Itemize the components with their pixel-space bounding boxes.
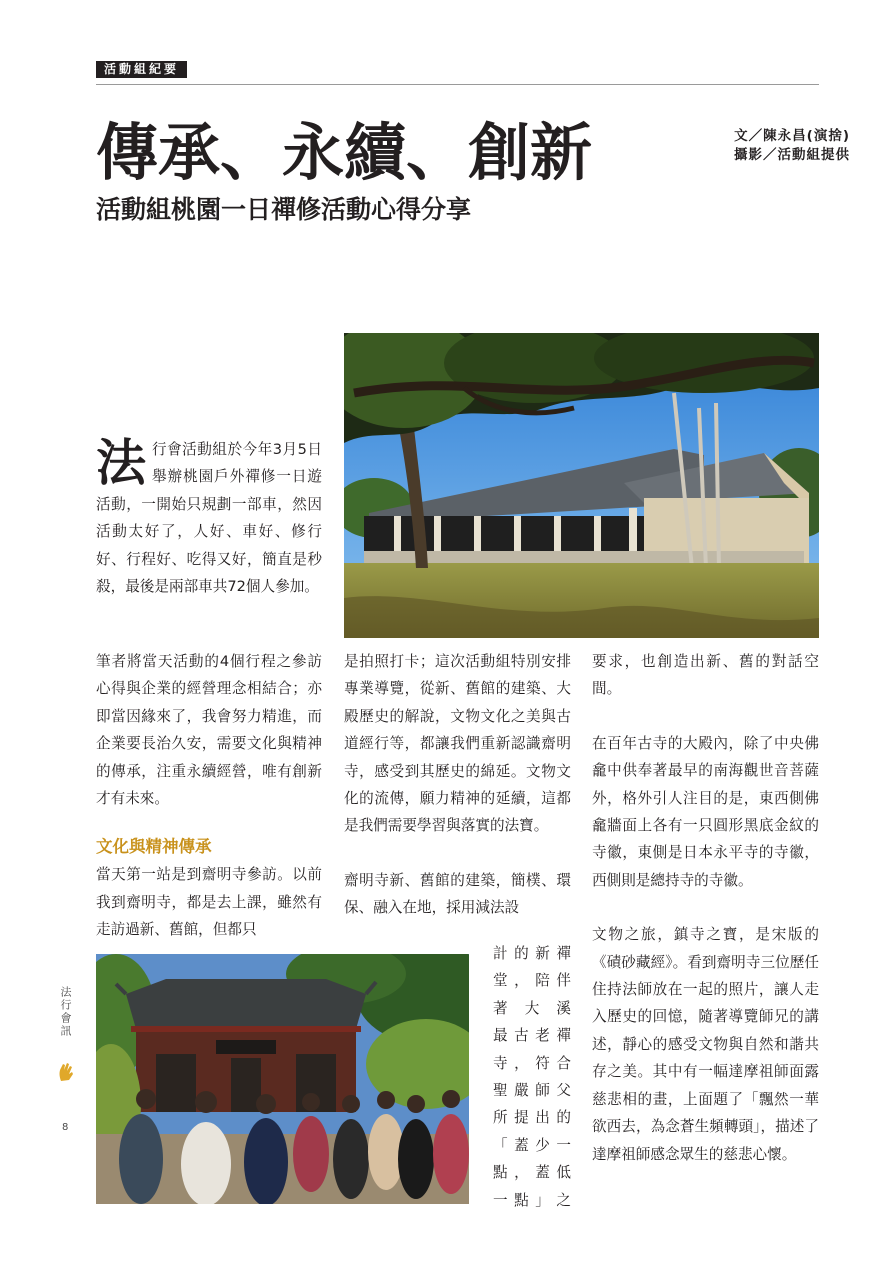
column-3: [592, 648, 819, 1168]
col2-paragraph-2: 齋明寺新、舊館的建築，簡樸、環保、融入在地，採用減法設: [344, 871, 571, 917]
old-temple-group-photo: [96, 954, 469, 1204]
col3-paragraph-3: 文物之旅，鎮寺之寶，是宋版的《磧砂藏經》。看到齋明寺三位歷任住持法師放在一起的照片，讓人走入歷史的回憶，隨著導覽師兄的講述，靜心的感受文物與自然和諧共存之美。其中有一幅達摩祖師面露慈悲相的畫，上面題了「飄然一華欲西去，為念蒼生頻轉頭」，描述了達摩祖師感念眾生的慈悲心懷。: [592, 926, 819, 1163]
narrow-line: 寺，符合: [493, 1054, 571, 1072]
col1-paragraph-1: 筆者將當天活動的4個行程之參訪心得與企業的經營理念相結合；亦即當因緣來了，我會努力精進，而企業要長治久安，需要文化與精神的傳承，注重永續經營，唯有創新才有未來。: [96, 653, 322, 808]
dropcap: 法: [96, 433, 146, 492]
intro-text: 行會活動組於今年3月5日舉辦桃園戶外禪修一日遊活動，一開始只規劃一部車，然因活動太好了，人好、車好、修行好、行程好、吃得又好，簡直是秒殺，最後是兩部車共72個人參加。: [96, 441, 322, 596]
narrow-line: 堂，陪伴: [493, 972, 571, 990]
section-tag: 活動組紀要: [96, 61, 187, 78]
page-number: 8: [62, 1122, 69, 1133]
temple-hall-photo: [344, 333, 819, 638]
hand-icon: [58, 1062, 74, 1082]
narrow-line: 聖嚴師父: [493, 1082, 571, 1100]
photo-credit: 攝影／活動組提供: [734, 147, 850, 163]
intro-paragraph: [96, 433, 322, 600]
col3-paragraph-1: 要求，也創造出新、舊的對話空間。: [592, 653, 819, 698]
narrow-line: 一點」之: [493, 1191, 571, 1209]
article-subtitle: 活動組桃園一日禪修活動心得分享: [96, 195, 472, 224]
column-1: [96, 648, 322, 944]
column-2-narrow: [493, 940, 571, 1214]
author-credit: 文／陳永昌(演捨): [734, 128, 850, 144]
column-2: [344, 648, 571, 922]
narrow-line: 所提出的: [493, 1109, 571, 1127]
narrow-line: 最古老禪: [493, 1027, 571, 1045]
narrow-line: 點，蓋低: [493, 1164, 571, 1182]
section-heading: 文化與精神傳承: [96, 837, 212, 857]
col2-paragraph-1: 是拍照打卡；這次活動組特別安排專業導覽，從新、舊館的建築、大殿歷史的解說，文物文化之美與古道經行等，都讓我們重新認識齋明寺，感受到其歷史的綿延。文物文化的流傳，願力精神的延續，這都是我們需要學習與落實的法寶。: [344, 653, 571, 835]
article-title: 傳承、永續、創新: [96, 116, 593, 189]
header-rule: [96, 84, 819, 85]
magazine-name-vertical: 法行會訊: [59, 986, 72, 1038]
narrow-line: 「蓋少一: [493, 1136, 571, 1154]
narrow-line: 著大溪: [493, 999, 571, 1017]
intro-block: [96, 433, 322, 600]
col3-paragraph-2: 在百年古寺的大殿內，除了中央佛龕中供奉著最早的南海觀世音菩薩外，格外引人注目的是，東西側佛龕牆面上各有一只圓形黑底金紋的寺徽，東側是日本永平寺的寺徽，西側則是總持寺的寺徽。: [592, 734, 819, 889]
narrow-line: 計的新禪: [493, 945, 571, 962]
col1-paragraph-2: 當天第一站是到齋明寺參訪。以前我到齋明寺，都是去上課，雖然有走訪過新、舊館，但都只: [96, 866, 322, 939]
